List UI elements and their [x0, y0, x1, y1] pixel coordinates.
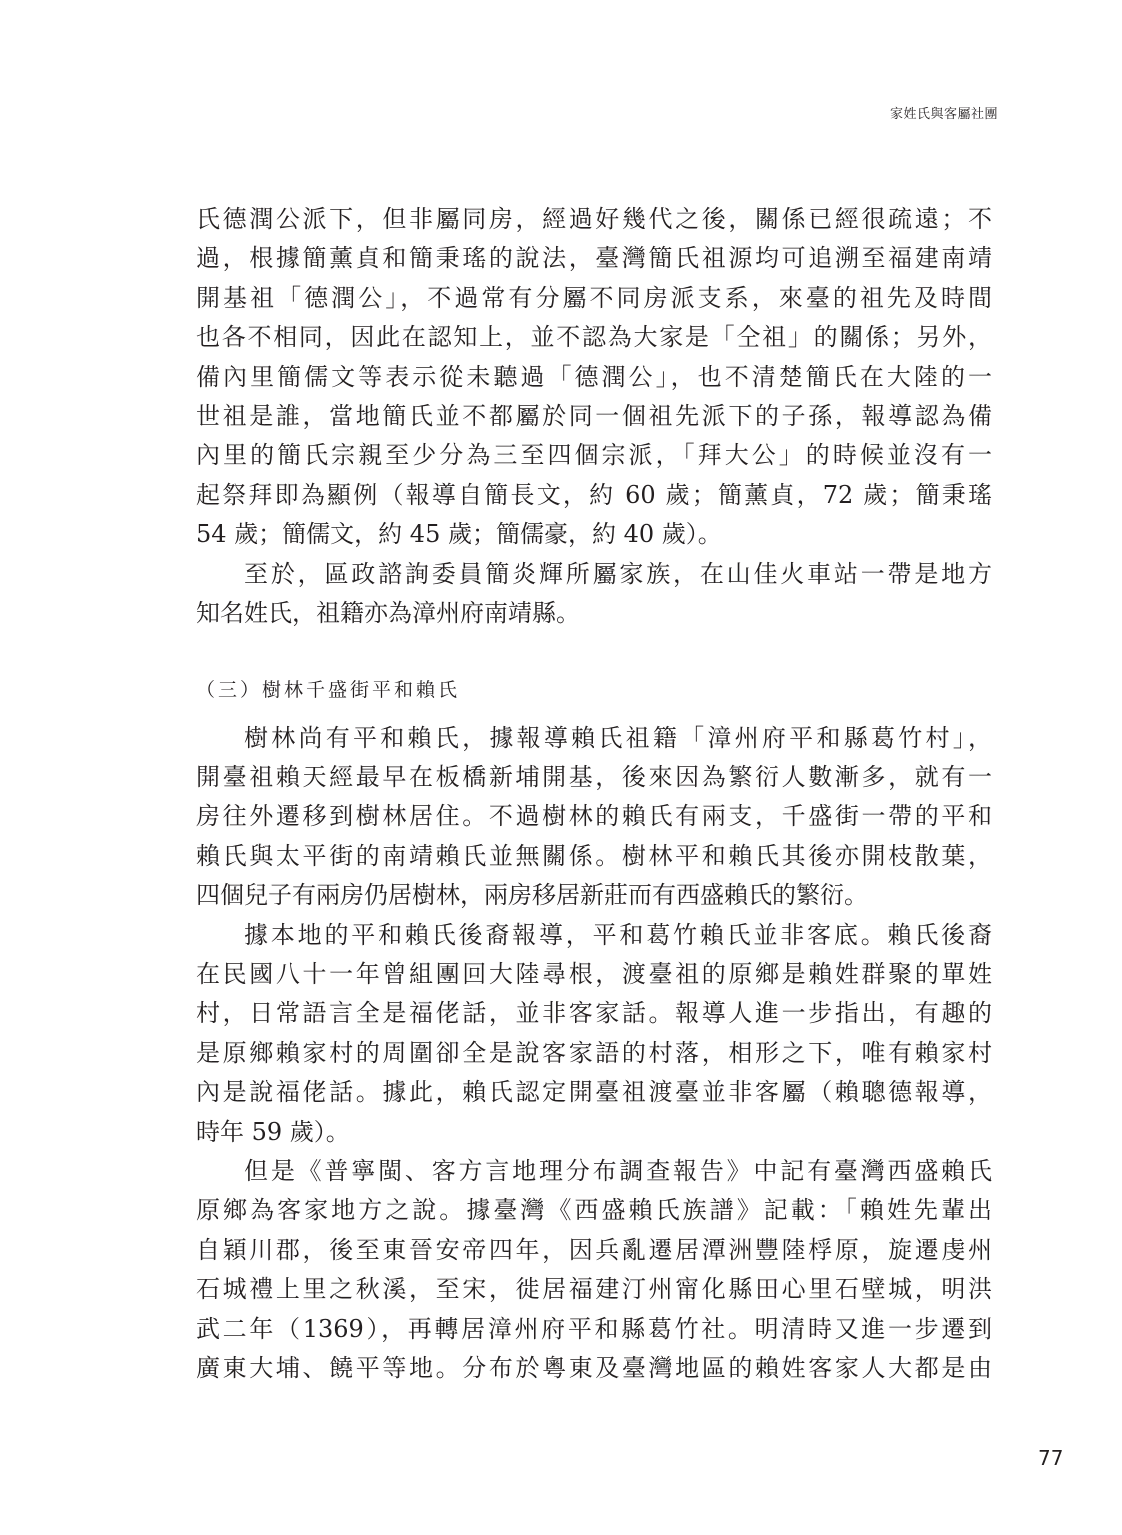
- text-line: 開臺祖賴天經最早在板橋新埔開基，後來因為繁衍人數漸多，就有一: [196, 763, 992, 792]
- text-line: 過，根據簡薰貞和簡秉瑤的說法，臺灣簡氏祖源均可追溯至福建南靖: [196, 244, 992, 273]
- paragraph-4: [196, 916, 992, 1152]
- page-number: 77: [1038, 1446, 1064, 1470]
- text-line: 在民國八十一年曾組團回大陸尋根，渡臺祖的原鄉是賴姓群聚的單姓: [196, 960, 992, 989]
- text-line: 房往外遷移到樹林居住。不過樹林的賴氏有兩支，千盛街一帶的平和: [196, 802, 992, 831]
- text-line: 至於，區政諮詢委員簡炎輝所屬家族，在山佳火車站一帶是地方: [244, 559, 992, 588]
- text-line: 武二年（1369），再轉居漳州府平和縣葛竹社。明清時又進一步遷到: [196, 1314, 992, 1343]
- paragraph-3: [196, 719, 992, 916]
- text-line: 是原鄉賴家村的周圍卻全是說客家語的村落，相形之下，唯有賴家村: [196, 1038, 992, 1067]
- text-line: 但是《普寧閩、客方言地理分布調查報告》中記有臺灣西盛賴氏: [244, 1156, 992, 1185]
- text-line: 世祖是誰，當地簡氏並不都屬於同一個祖先派下的子孫，報導認為備: [196, 401, 992, 430]
- body-text: [196, 200, 992, 1388]
- paragraph-1: [196, 200, 992, 555]
- text-line: 自穎川郡，後至東晉安帝四年，因兵亂遷居潭洲豐陸桴原，旋遷虔州: [196, 1235, 992, 1264]
- text-line: 村，日常語言全是福佬話，並非客家話。報導人進一步指出，有趣的: [196, 999, 992, 1028]
- text-line: 廣東大埔、饒平等地。分布於粵東及臺灣地區的賴姓客家人大都是由: [196, 1353, 992, 1382]
- text-line: 樹林尚有平和賴氏，據報導賴氏祖籍「漳州府平和縣葛竹村」，: [244, 723, 992, 752]
- text-line: 內里的簡氏宗親至少分為三至四個宗派，「拜大公」的時候並沒有一: [196, 441, 992, 470]
- text-line: 原鄉為客家地方之說。據臺灣《西盛賴氏族譜》記載：「賴姓先輩出: [196, 1196, 992, 1225]
- text-line: 也各不相同，因此在認知上，並不認為大家是「仝祖」的關係；另外，: [196, 323, 992, 352]
- text-line: 知名姓氏，祖籍亦為漳州府南靖縣。: [196, 598, 580, 627]
- text-line: 據本地的平和賴氏後裔報導，平和葛竹賴氏並非客底。賴氏後裔: [244, 920, 992, 949]
- text-line: 石城禮上里之秋溪，至宋，徙居福建汀州甯化縣田心里石壁城，明洪: [196, 1275, 992, 1304]
- paragraph-2: [196, 555, 992, 634]
- section-heading: （三）樹林千盛街平和賴氏: [196, 679, 461, 702]
- text-line: 內是說福佬話。據此，賴氏認定開臺祖渡臺並非客屬（賴聰德報導，: [196, 1078, 992, 1107]
- text-line: 54 歲；簡儒文，約 45 歲；簡儒豪，約 40 歲）。: [196, 520, 722, 549]
- text-line: 開基祖「德潤公」，不過常有分屬不同房派支系，來臺的祖先及時間: [196, 283, 992, 312]
- running-header: 家姓氏與客屬社團: [889, 107, 998, 122]
- paragraph-5: [196, 1152, 992, 1388]
- text-line: 時年 59 歲）。: [196, 1117, 350, 1146]
- text-line: 氏德潤公派下，但非屬同房，經過好幾代之後，關係已經很疏遠；不: [196, 205, 992, 233]
- text-line: 四個兒子有兩房仍居樹林，兩房移居新莊而有西盛賴氏的繁衍。: [196, 881, 868, 910]
- text-line: 備內里簡儒文等表示從未聽過「德潤公」，也不清楚簡氏在大陸的一: [196, 362, 992, 391]
- text-line: 賴氏與太平街的南靖賴氏並無關係。樹林平和賴氏其後亦開枝散葉，: [196, 841, 992, 870]
- text-line: 起祭拜即為顯例（報導自簡長文，約 60 歲；簡薰貞，72 歲；簡秉瑤: [196, 480, 992, 509]
